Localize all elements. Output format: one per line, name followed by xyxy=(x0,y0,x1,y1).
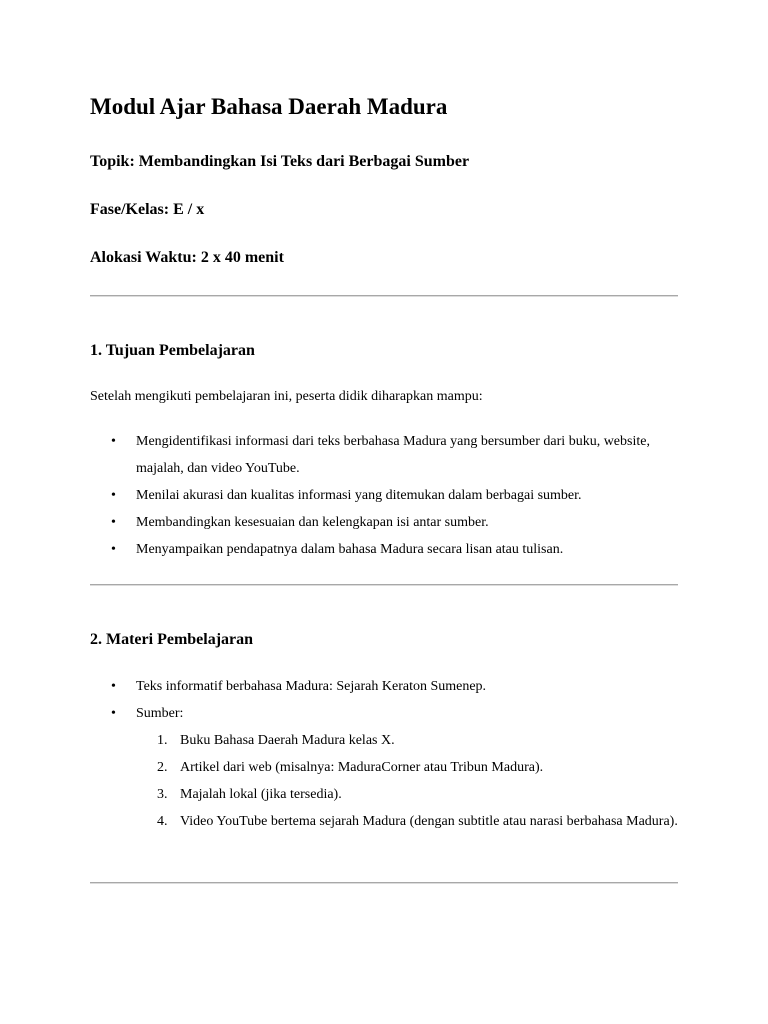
list-item xyxy=(90,482,678,509)
list-item-text: Menyampaikan pendapatnya dalam bahasa Madura secara lisan atau tulisan. xyxy=(136,542,564,557)
source-item xyxy=(90,754,720,781)
source-number: 3. xyxy=(157,787,168,802)
source-number: 1. xyxy=(157,733,168,748)
source-text: Video YouTube bertema sejarah Madura (dengan subtitle atau narasi berbahasa Madura). xyxy=(180,814,678,829)
section-heading-tujuan: 1. Tujuan Pembelajaran xyxy=(90,342,255,359)
list-item xyxy=(90,700,678,835)
source-item xyxy=(90,727,720,754)
list-item-text: Teks informatif berbahasa Madura: Sejarah Keraton Sumenep. xyxy=(136,679,487,694)
source-text: Buku Bahasa Daerah Madura kelas X. xyxy=(180,733,395,748)
list-item xyxy=(90,673,678,700)
sources-list xyxy=(136,727,678,835)
source-item xyxy=(90,781,720,808)
list-item xyxy=(90,509,678,536)
source-item xyxy=(90,808,720,835)
list-item-text: Mengidentifikasi informasi dari teks berbahasa Madura yang bersumber dari buku, website, majalah, dan video YouTube. xyxy=(136,434,650,476)
list-item xyxy=(90,428,678,482)
section-intro: Setelah mengikuti pembelajaran ini, peserta didik diharapkan mampu: xyxy=(90,389,483,404)
phase-class-line: Fase/Kelas: E / x xyxy=(90,201,205,218)
topic-line: Topik: Membandingkan Isi Teks dari Berbagai Sumber xyxy=(90,153,470,170)
time-allocation-line: Alokasi Waktu: 2 x 40 menit xyxy=(90,249,284,266)
section-heading-materi: 2. Materi Pembelajaran xyxy=(90,631,254,648)
source-text: Majalah lokal (jika tersedia). xyxy=(180,787,342,802)
divider xyxy=(90,584,678,586)
list-item-text: Sumber: xyxy=(136,706,184,721)
divider xyxy=(90,882,678,884)
divider xyxy=(90,295,678,297)
source-number: 2. xyxy=(157,760,168,775)
list-item-text: Membandingkan kesesuaian dan kelengkapan isi antar sumber. xyxy=(136,515,489,530)
list-item xyxy=(90,536,678,563)
source-number: 4. xyxy=(157,814,168,829)
objectives-list xyxy=(90,428,678,563)
list-item-text: Menilai akurasi dan kualitas informasi yang ditemukan dalam berbagai sumber. xyxy=(136,488,582,503)
materials-list xyxy=(90,673,678,835)
document-title: Modul Ajar Bahasa Daerah Madura xyxy=(90,94,448,119)
source-text: Artikel dari web (misalnya: MaduraCorner atau Tribun Madura). xyxy=(180,760,544,775)
